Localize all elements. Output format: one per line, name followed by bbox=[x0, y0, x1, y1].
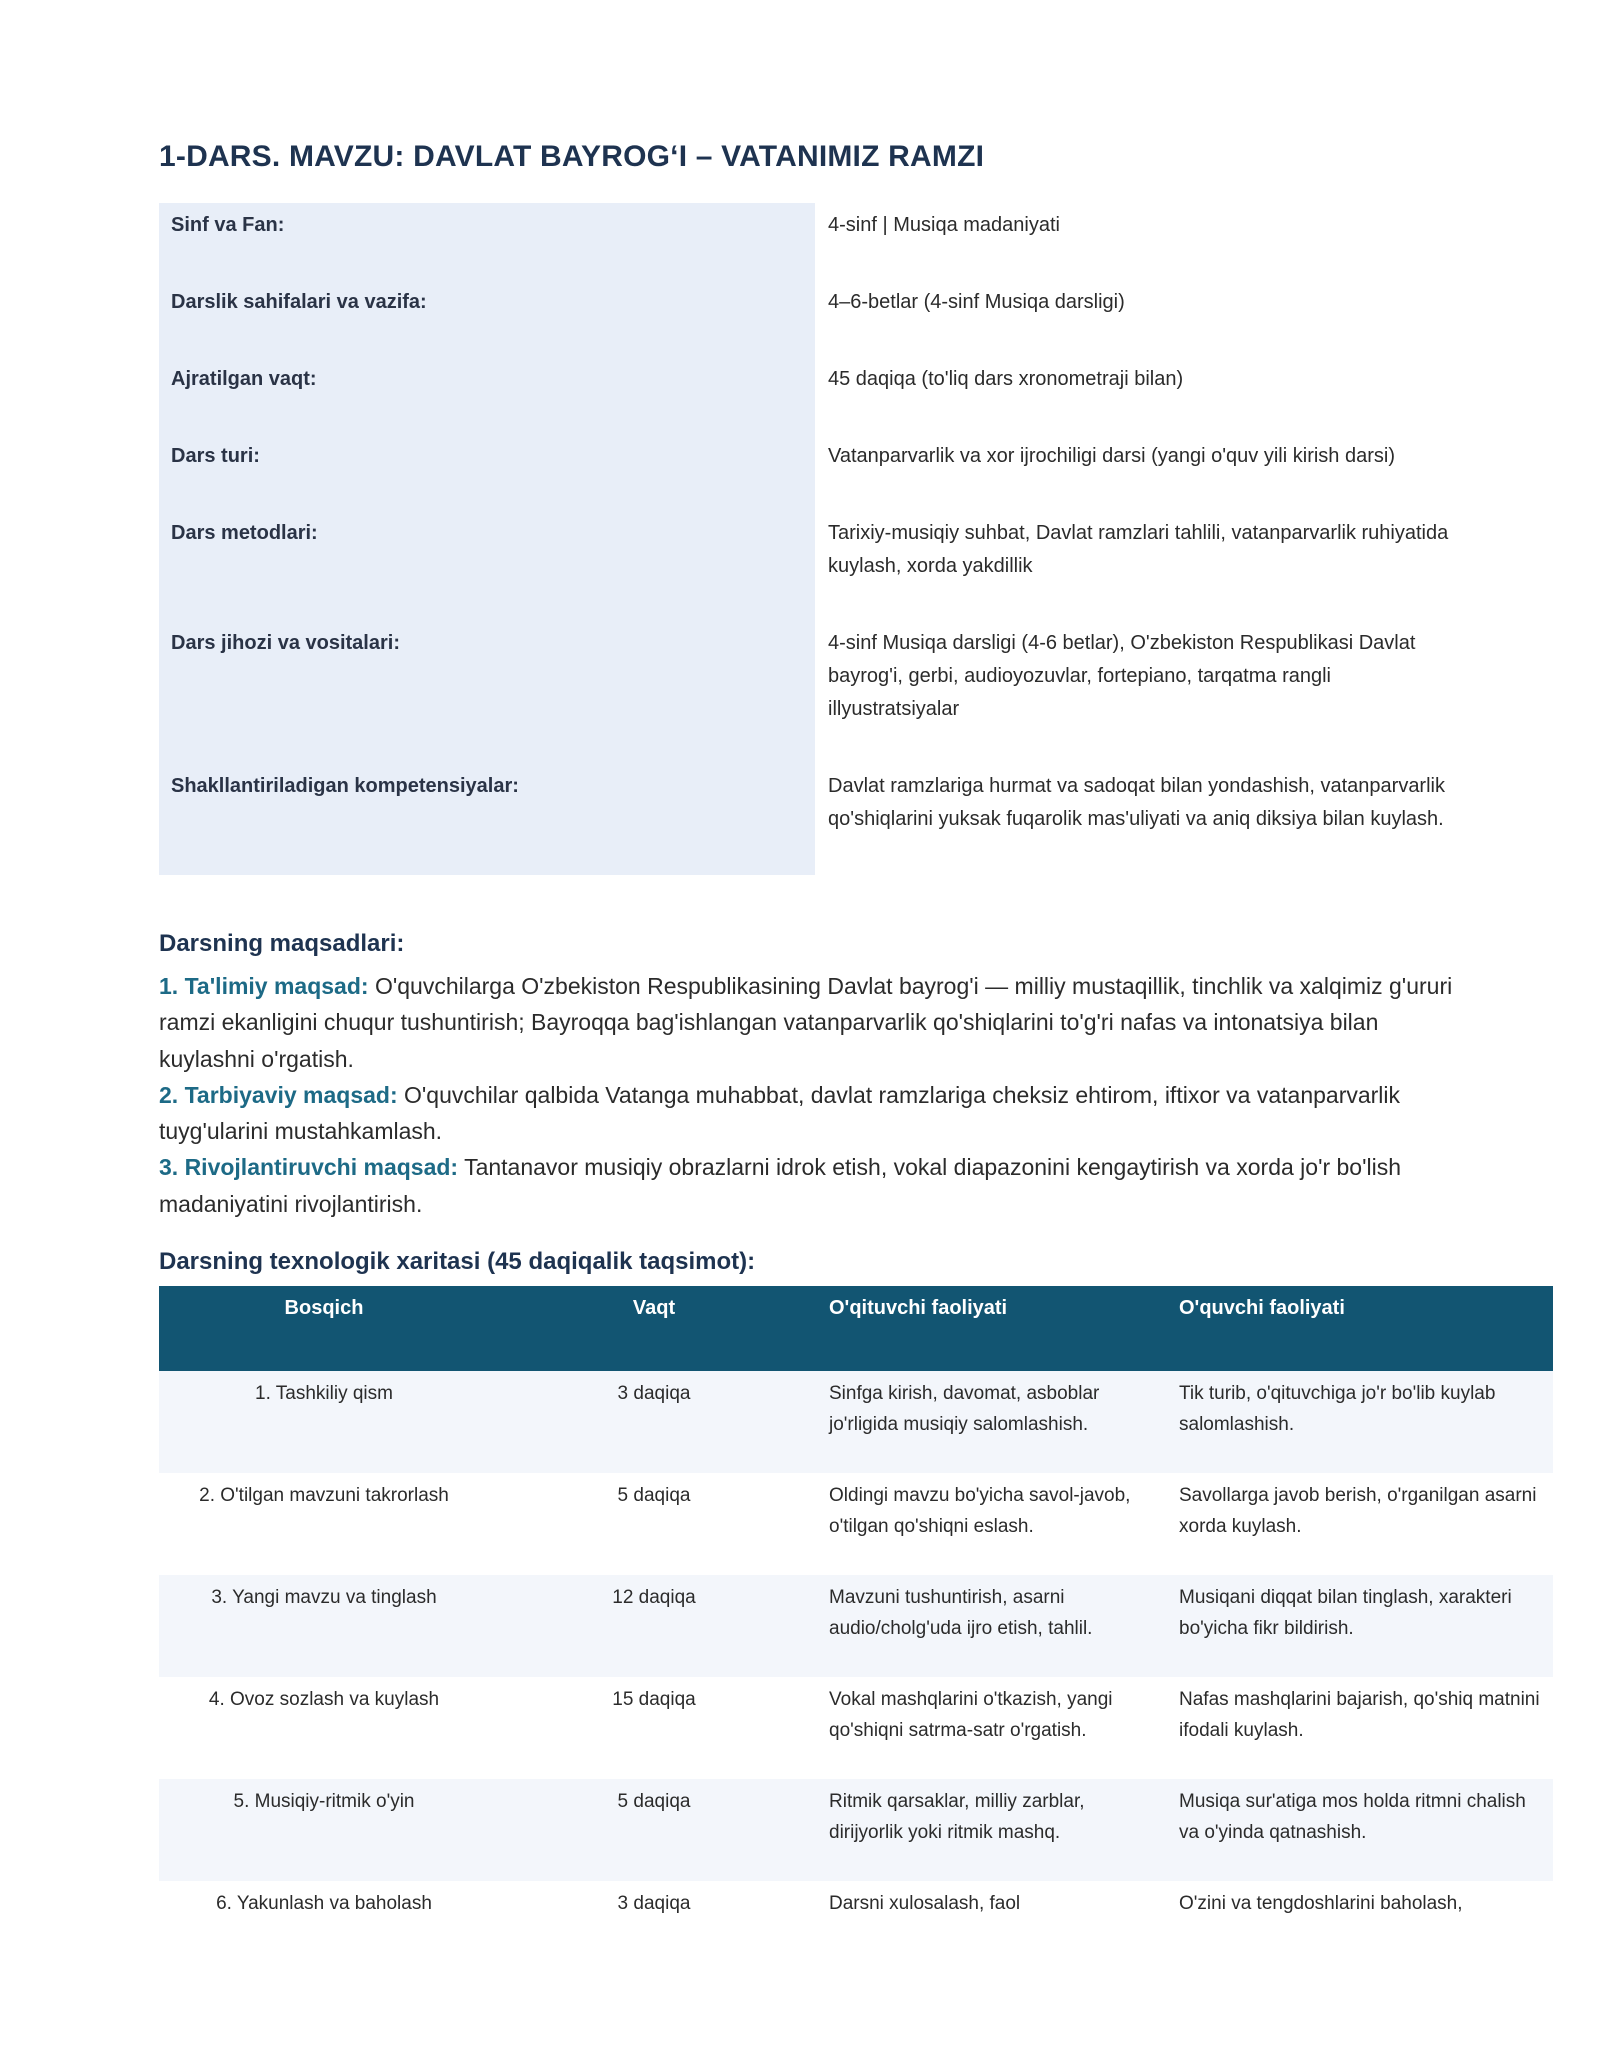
table-cell: 4. Ovoz sozlash va kuylash bbox=[159, 1677, 489, 1779]
table-row bbox=[159, 1473, 1553, 1575]
page-title: 1-DARS. MAVZU: DAVLAT BAYROG‘I – VATANIMIZ RAMZI bbox=[159, 140, 985, 173]
table-row bbox=[159, 1371, 1553, 1473]
table-row bbox=[159, 1881, 1553, 1983]
lesson-info-table bbox=[159, 203, 1473, 875]
info-value: Tarixiy-musiqiy suhbat, Davlat ramzlari tahlili, vatanparvarlik ruhiyatida kuylash, xorda yakdillik bbox=[828, 522, 1449, 577]
info-key: Sinf va Fan: bbox=[159, 203, 815, 280]
table-cell: Musiqa sur'atiga mos holda ritmni chalish va o'yinda qatnashish. bbox=[1169, 1779, 1553, 1881]
table-row bbox=[159, 1677, 1553, 1779]
info-key: Dars jihozi va vositalari: bbox=[159, 621, 815, 764]
table-cell: Oldingi mavzu bo'yicha savol-javob, o'tilgan qo'shiqni eslash. bbox=[819, 1473, 1169, 1575]
column-header: Bosqich bbox=[159, 1286, 489, 1371]
goal-text: Tantanavor musiqiy obrazlarni idrok etish, vokal diapazonini kengaytirish va xorda jo'r bo'lish madaniyatini rivojlantirish. bbox=[159, 1154, 1401, 1217]
table-cell: Nafas mashqlarini bajarish, qo'shiq matnini ifodali kuylash. bbox=[1169, 1677, 1553, 1779]
column-header: O'qituvchi faoliyati bbox=[819, 1286, 1169, 1371]
table-row bbox=[159, 1575, 1553, 1677]
table-cell: Tik turib, o'qituvchiga jo'r bo'lib kuylab salomlashish. bbox=[1169, 1371, 1553, 1473]
info-value: 4-sinf Musiqa darsligi (4-6 betlar), O'zbekiston Respublikasi Davlat bayrog'i, gerbi, audioyozuvlar, fortepiano, tarqatma rangli illyustratsiyalar bbox=[828, 632, 1416, 720]
technology-map-table bbox=[159, 1286, 1553, 1983]
info-row bbox=[159, 511, 1473, 621]
goal-item bbox=[159, 1077, 1479, 1150]
goal-label: 3. Rivojlantiruvchi maqsad: bbox=[159, 1154, 459, 1181]
info-row bbox=[159, 764, 1473, 875]
table-cell: 15 daqiqa bbox=[489, 1677, 819, 1779]
info-key: Dars turi: bbox=[159, 434, 815, 511]
table-cell: 2. O'tilgan mavzuni takrorlash bbox=[159, 1473, 489, 1575]
info-value: Davlat ramzlariga hurmat va sadoqat bilan yondashish, vatanparvarlik qo'shiqlarini yuksak fuqarolik mas'uliyati va aniq diksiya bilan kuylash. bbox=[828, 775, 1445, 830]
table-cell: 1. Tashkiliy qism bbox=[159, 1371, 489, 1473]
table-cell: O'zini va tengdoshlarini baholash, bbox=[1169, 1881, 1553, 1983]
goal-text: O'quvchilar qalbida Vatanga muhabbat, davlat ramzlariga cheksiz ehtirom, iftixor va vatanparvarlik tuyg'ularini mustahkamlash. bbox=[159, 1081, 1401, 1145]
info-value: 4–6-betlar (4-sinf Musiqa darsligi) bbox=[828, 291, 1125, 313]
info-key: Shakllantiriladigan kompetensiyalar: bbox=[159, 764, 815, 875]
table-cell: 3 daqiqa bbox=[489, 1881, 819, 1983]
map-heading: Darsning texnologik xaritasi (45 daqiqalik taqsimot): bbox=[159, 1248, 756, 1275]
table-cell: Sinfga kirish, davomat, asboblar jo'rligida musiqiy salomlashish. bbox=[819, 1371, 1169, 1473]
table-header-row bbox=[159, 1286, 1553, 1371]
goal-label: 1. Ta'limiy maqsad: bbox=[159, 973, 369, 999]
table-cell: Musiqani diqqat bilan tinglash, xarakteri bo'yicha fikr bildirish. bbox=[1169, 1575, 1553, 1677]
info-value: Vatanparvarlik va xor ijrochiligi darsi (yangi o'quv yili kirish darsi) bbox=[828, 445, 1395, 467]
column-header: O'quvchi faoliyati bbox=[1169, 1286, 1553, 1371]
info-value: 45 daqiqa (to'liq dars xronometraji bilan) bbox=[828, 368, 1184, 390]
table-cell: Mavzuni tushuntirish, asarni audio/cholg'uda ijro etish, tahlil. bbox=[819, 1575, 1169, 1677]
table-row bbox=[159, 1779, 1553, 1881]
info-row bbox=[159, 621, 1473, 764]
info-key: Ajratilgan vaqt: bbox=[159, 357, 815, 434]
table-cell: Vokal mashqlarini o'tkazish, yangi qo'shiqni satrma-satr o'rgatish. bbox=[819, 1677, 1169, 1779]
info-row bbox=[159, 203, 1473, 280]
table-cell: 5. Musiqiy-ritmik o'yin bbox=[159, 1779, 489, 1881]
table-cell: Darsni xulosalash, faol bbox=[819, 1881, 1169, 1983]
table-cell: 6. Yakunlash va baholash bbox=[159, 1881, 489, 1983]
goals-list bbox=[159, 968, 1479, 1222]
table-cell: 12 daqiqa bbox=[489, 1575, 819, 1677]
table-cell: 5 daqiqa bbox=[489, 1779, 819, 1881]
table-cell: Savollarga javob berish, o'rganilgan asarni xorda kuylash. bbox=[1169, 1473, 1553, 1575]
table-cell: 3 daqiqa bbox=[489, 1371, 819, 1473]
info-row bbox=[159, 280, 1473, 357]
goal-label: 2. Tarbiyaviy maqsad: bbox=[159, 1081, 398, 1108]
goal-text: O'quvchilarga O'zbekiston Respublikasining Davlat bayrog'i — milliy mustaqillik, tinchlik va xalqimiz g'ururi ramzi ekanligini chuqur tushuntirish; Bayroqqa bag'ishlangan vatanparvarlik qo'shiqlarini to'g'ri nafas va intonatsiya bilan kuylashni o'rgatish. bbox=[159, 973, 1453, 1072]
table-cell: Ritmik qarsaklar, milliy zarblar, dirijyorlik yoki ritmik mashq. bbox=[819, 1779, 1169, 1881]
info-value: 4-sinf | Musiqa madaniyati bbox=[828, 214, 1060, 236]
goal-item bbox=[159, 1149, 1479, 1222]
table-cell: 5 daqiqa bbox=[489, 1473, 819, 1575]
info-key: Darslik sahifalari va vazifa: bbox=[159, 280, 815, 357]
info-key: Dars metodlari: bbox=[159, 511, 815, 621]
column-header: Vaqt bbox=[489, 1286, 819, 1371]
table-cell: 3. Yangi mavzu va tinglash bbox=[159, 1575, 489, 1677]
goals-heading: Darsning maqsadlari: bbox=[159, 930, 405, 957]
info-row bbox=[159, 434, 1473, 511]
goal-item bbox=[159, 968, 1479, 1077]
info-row bbox=[159, 357, 1473, 434]
